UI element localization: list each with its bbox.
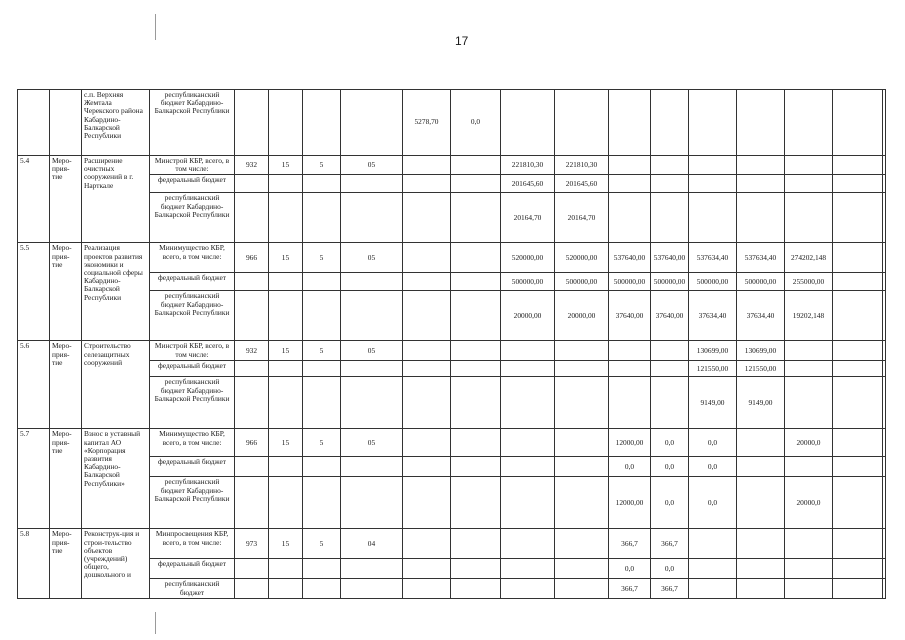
grbs-code <box>235 291 269 341</box>
value-cell <box>451 457 501 477</box>
value-cell <box>555 529 609 559</box>
funding-source: республиканский бюджет Кабардино-Балкарской Республики <box>150 90 235 156</box>
value-cell: 37634,40 <box>737 291 785 341</box>
value-cell <box>555 341 609 361</box>
target-code <box>341 377 403 429</box>
target-code <box>341 579 403 598</box>
value-cell: 37640,00 <box>609 291 651 341</box>
value-cell <box>689 559 737 579</box>
item-name: Взнос в уставный капитал АО «Корпорация развития Кабардино-Балкарской Республики» <box>82 429 150 529</box>
target-code: 05 <box>341 341 403 361</box>
funding-source: Минимущество КБР, всего, в том числе: <box>150 429 235 457</box>
value-cell <box>883 559 886 579</box>
value-cell <box>833 457 883 477</box>
section-code: 15 <box>269 429 303 457</box>
value-cell <box>501 529 555 559</box>
grbs-code <box>235 579 269 598</box>
value-cell <box>689 156 737 175</box>
value-cell <box>555 361 609 377</box>
value-cell <box>403 361 451 377</box>
value-cell <box>451 273 501 291</box>
target-code <box>341 273 403 291</box>
value-cell <box>883 243 886 273</box>
value-cell <box>609 377 651 429</box>
section-code: 15 <box>269 341 303 361</box>
subsection-code <box>303 361 341 377</box>
value-cell <box>689 579 737 598</box>
subsection-code: 5 <box>303 429 341 457</box>
table-row <box>18 90 886 156</box>
section-code <box>269 291 303 341</box>
target-code <box>341 361 403 377</box>
value-cell: 20000,0 <box>785 477 833 529</box>
target-code <box>341 477 403 529</box>
grbs-code <box>235 477 269 529</box>
value-cell <box>883 90 886 156</box>
subsection-code <box>303 457 341 477</box>
value-cell <box>785 457 833 477</box>
subsection-code <box>303 90 341 156</box>
value-cell <box>403 477 451 529</box>
value-cell <box>403 175 451 193</box>
value-cell <box>609 175 651 193</box>
subsection-code: 5 <box>303 341 341 361</box>
value-cell <box>451 559 501 579</box>
value-cell: 520000,00 <box>555 243 609 273</box>
value-cell <box>451 156 501 175</box>
funding-source: Минстрой КБР, всего, в том числе: <box>150 341 235 361</box>
value-cell <box>451 175 501 193</box>
value-cell <box>451 341 501 361</box>
value-cell: 500000,00 <box>689 273 737 291</box>
subsection-code <box>303 579 341 598</box>
value-cell: 0,0 <box>651 457 689 477</box>
page-number: 17 <box>455 34 469 48</box>
value-cell <box>403 377 451 429</box>
grbs-code <box>235 559 269 579</box>
value-cell <box>403 579 451 598</box>
funding-source: республиканский бюджет <box>150 579 235 598</box>
value-cell <box>451 361 501 377</box>
value-cell: 12000,00 <box>609 477 651 529</box>
value-cell: 500000,00 <box>555 273 609 291</box>
value-cell <box>883 341 886 361</box>
funding-source: республиканский бюджет Кабардино-Балкарской Республики <box>150 477 235 529</box>
value-cell <box>785 175 833 193</box>
target-code: 05 <box>341 243 403 273</box>
value-cell <box>609 361 651 377</box>
value-cell <box>403 559 451 579</box>
item-number: 5.7 <box>18 429 50 529</box>
value-cell <box>883 579 886 598</box>
value-cell: 366,7 <box>651 529 689 559</box>
value-cell: 0,0 <box>651 477 689 529</box>
value-cell <box>737 559 785 579</box>
value-cell: 20000,0 <box>785 429 833 457</box>
value-cell <box>737 457 785 477</box>
target-code: 05 <box>341 156 403 175</box>
value-cell <box>785 156 833 175</box>
value-cell <box>501 559 555 579</box>
value-cell <box>501 90 555 156</box>
subsection-code <box>303 193 341 243</box>
value-cell <box>651 156 689 175</box>
item-number: 5.6 <box>18 341 50 429</box>
value-cell <box>609 341 651 361</box>
table-row <box>18 529 886 559</box>
value-cell: 255000,00 <box>785 273 833 291</box>
value-cell <box>501 477 555 529</box>
table-row <box>18 156 886 175</box>
scan-fold-mark <box>155 14 156 40</box>
value-cell <box>737 90 785 156</box>
value-cell <box>651 90 689 156</box>
target-code <box>341 291 403 341</box>
budget-table <box>17 89 886 599</box>
value-cell <box>689 90 737 156</box>
value-cell: 9149,00 <box>689 377 737 429</box>
grbs-code <box>235 273 269 291</box>
value-cell <box>555 457 609 477</box>
value-cell <box>833 341 883 361</box>
value-cell: 0,0 <box>451 90 501 156</box>
value-cell: 500000,00 <box>651 273 689 291</box>
section-code <box>269 175 303 193</box>
value-cell <box>883 156 886 175</box>
grbs-code: 966 <box>235 243 269 273</box>
value-cell <box>883 361 886 377</box>
funding-source: Минстрой КБР, всего, в том числе: <box>150 156 235 175</box>
value-cell <box>785 341 833 361</box>
value-cell <box>555 377 609 429</box>
value-cell <box>555 559 609 579</box>
value-cell: 37634,40 <box>689 291 737 341</box>
value-cell: 537640,00 <box>609 243 651 273</box>
funding-source: республиканский бюджет Кабардино-Балкарской Республики <box>150 291 235 341</box>
value-cell: 500000,00 <box>737 273 785 291</box>
value-cell: 37640,00 <box>651 291 689 341</box>
value-cell: 0,0 <box>651 429 689 457</box>
value-cell <box>737 175 785 193</box>
item-kind: Меро-прия-тие <box>50 529 82 598</box>
value-cell: 366,7 <box>609 529 651 559</box>
value-cell <box>785 377 833 429</box>
value-cell: 201645,60 <box>555 175 609 193</box>
value-cell <box>785 193 833 243</box>
grbs-code <box>235 377 269 429</box>
value-cell: 0,0 <box>609 457 651 477</box>
funding-source: федеральный бюджет <box>150 457 235 477</box>
value-cell <box>501 457 555 477</box>
value-cell: 5278,70 <box>403 90 451 156</box>
value-cell <box>785 361 833 377</box>
target-code <box>341 193 403 243</box>
value-cell <box>833 175 883 193</box>
value-cell <box>833 579 883 598</box>
value-cell: 9149,00 <box>737 377 785 429</box>
target-code <box>341 559 403 579</box>
value-cell <box>451 377 501 429</box>
value-cell <box>609 156 651 175</box>
value-cell <box>737 477 785 529</box>
value-cell: 20164,70 <box>501 193 555 243</box>
value-cell <box>833 243 883 273</box>
subsection-code: 5 <box>303 156 341 175</box>
value-cell <box>883 193 886 243</box>
value-cell <box>403 156 451 175</box>
value-cell: 19202,148 <box>785 291 833 341</box>
funding-source: республиканский бюджет Кабардино-Балкарской Республики <box>150 377 235 429</box>
item-name: Реконструк-ция и строи-тельство объектов (учреждений) общего, дошкольного и <box>82 529 150 598</box>
section-code: 15 <box>269 243 303 273</box>
value-cell <box>833 193 883 243</box>
value-cell <box>833 529 883 559</box>
value-cell <box>555 429 609 457</box>
value-cell <box>451 529 501 559</box>
value-cell: 500000,00 <box>501 273 555 291</box>
value-cell: 537634,40 <box>737 243 785 273</box>
section-code <box>269 273 303 291</box>
value-cell <box>737 193 785 243</box>
value-cell <box>555 579 609 598</box>
section-code <box>269 579 303 598</box>
value-cell <box>833 291 883 341</box>
subsection-code <box>303 559 341 579</box>
value-cell <box>833 429 883 457</box>
item-name: Реализация проектов развития экономики и социальной сферы Кабардино-Балкарской Республики <box>82 243 150 341</box>
funding-source: федеральный бюджет <box>150 175 235 193</box>
item-number: 5.8 <box>18 529 50 598</box>
value-cell <box>501 377 555 429</box>
value-cell <box>451 579 501 598</box>
value-cell <box>555 90 609 156</box>
table-row <box>18 341 886 361</box>
value-cell <box>501 429 555 457</box>
value-cell: 20000,00 <box>555 291 609 341</box>
grbs-code <box>235 90 269 156</box>
value-cell <box>833 559 883 579</box>
target-code <box>341 457 403 477</box>
value-cell: 274202,148 <box>785 243 833 273</box>
section-code <box>269 90 303 156</box>
subsection-code <box>303 291 341 341</box>
target-code <box>341 175 403 193</box>
value-cell: 0,0 <box>689 429 737 457</box>
value-cell <box>403 193 451 243</box>
item-number <box>18 90 50 156</box>
value-cell: 0,0 <box>689 477 737 529</box>
subsection-code <box>303 175 341 193</box>
subsection-code: 5 <box>303 529 341 559</box>
value-cell <box>883 429 886 457</box>
item-kind: Меро-прия-тие <box>50 429 82 529</box>
grbs-code: 966 <box>235 429 269 457</box>
funding-source: Минпросвещения КБР, всего, в том числе: <box>150 529 235 559</box>
grbs-code <box>235 457 269 477</box>
value-cell <box>403 243 451 273</box>
value-cell: 366,7 <box>609 579 651 598</box>
value-cell <box>609 90 651 156</box>
value-cell: 520000,00 <box>501 243 555 273</box>
subsection-code: 5 <box>303 243 341 273</box>
value-cell: 20000,00 <box>501 291 555 341</box>
value-cell <box>609 193 651 243</box>
value-cell <box>501 579 555 598</box>
target-code: 04 <box>341 529 403 559</box>
value-cell <box>785 579 833 598</box>
funding-source: федеральный бюджет <box>150 559 235 579</box>
grbs-code: 932 <box>235 156 269 175</box>
subsection-code <box>303 377 341 429</box>
value-cell <box>883 457 886 477</box>
value-cell <box>883 377 886 429</box>
value-cell: 130699,00 <box>737 341 785 361</box>
value-cell: 12000,00 <box>609 429 651 457</box>
value-cell <box>403 429 451 457</box>
section-code <box>269 477 303 529</box>
funding-source: федеральный бюджет <box>150 273 235 291</box>
value-cell <box>737 529 785 559</box>
value-cell <box>833 273 883 291</box>
value-cell: 0,0 <box>609 559 651 579</box>
item-kind: Меро-прия-тие <box>50 156 82 243</box>
subsection-code <box>303 273 341 291</box>
value-cell <box>451 291 501 341</box>
value-cell <box>833 90 883 156</box>
section-code: 15 <box>269 156 303 175</box>
value-cell: 537640,00 <box>651 243 689 273</box>
value-cell <box>833 377 883 429</box>
section-code <box>269 361 303 377</box>
grbs-code: 932 <box>235 341 269 361</box>
value-cell <box>833 361 883 377</box>
item-kind: Меро-прия-тие <box>50 243 82 341</box>
value-cell <box>451 243 501 273</box>
value-cell: 121550,00 <box>689 361 737 377</box>
value-cell <box>883 175 886 193</box>
value-cell <box>689 529 737 559</box>
value-cell <box>833 156 883 175</box>
target-code <box>341 90 403 156</box>
value-cell: 121550,00 <box>737 361 785 377</box>
funding-source: Минимущество КБР, всего, в том числе: <box>150 243 235 273</box>
value-cell <box>689 193 737 243</box>
value-cell: 0,0 <box>651 559 689 579</box>
value-cell: 221810,30 <box>501 156 555 175</box>
funding-source: республиканский бюджет Кабардино-Балкарской Республики <box>150 193 235 243</box>
table-row <box>18 243 886 273</box>
item-kind <box>50 90 82 156</box>
value-cell <box>403 457 451 477</box>
table-row <box>18 429 886 457</box>
value-cell <box>651 361 689 377</box>
subsection-code <box>303 477 341 529</box>
value-cell: 20164,70 <box>555 193 609 243</box>
value-cell <box>883 477 886 529</box>
grbs-code <box>235 175 269 193</box>
funding-source: федеральный бюджет <box>150 361 235 377</box>
value-cell <box>451 477 501 529</box>
section-code <box>269 377 303 429</box>
item-name: Расширение очистных сооружений в г. Нарткале <box>82 156 150 243</box>
value-cell <box>785 559 833 579</box>
value-cell: 500000,00 <box>609 273 651 291</box>
value-cell <box>785 90 833 156</box>
grbs-code: 973 <box>235 529 269 559</box>
value-cell <box>785 529 833 559</box>
section-code <box>269 559 303 579</box>
value-cell <box>403 529 451 559</box>
section-code <box>269 457 303 477</box>
value-cell <box>737 429 785 457</box>
value-cell <box>651 175 689 193</box>
scan-fold-mark <box>155 612 156 634</box>
value-cell: 130699,00 <box>689 341 737 361</box>
value-cell <box>403 341 451 361</box>
target-code: 05 <box>341 429 403 457</box>
item-kind: Меро-прия-тие <box>50 341 82 429</box>
value-cell: 366,7 <box>651 579 689 598</box>
value-cell <box>883 529 886 559</box>
item-name: Строительство селезащитных сооружений <box>82 341 150 429</box>
value-cell <box>883 291 886 341</box>
grbs-code <box>235 361 269 377</box>
value-cell: 201645,60 <box>501 175 555 193</box>
item-number: 5.4 <box>18 156 50 243</box>
value-cell <box>451 193 501 243</box>
value-cell <box>451 429 501 457</box>
value-cell <box>883 273 886 291</box>
value-cell <box>651 193 689 243</box>
item-number: 5.5 <box>18 243 50 341</box>
value-cell <box>403 273 451 291</box>
grbs-code <box>235 193 269 243</box>
value-cell <box>737 579 785 598</box>
value-cell: 537634,40 <box>689 243 737 273</box>
value-cell <box>501 361 555 377</box>
value-cell: 0,0 <box>689 457 737 477</box>
value-cell <box>501 341 555 361</box>
value-cell <box>737 156 785 175</box>
value-cell <box>555 477 609 529</box>
item-name: с.п. Верхняя Жемтала Черекского района Кабардино-Балкарской Республики <box>82 90 150 156</box>
section-code: 15 <box>269 529 303 559</box>
value-cell <box>833 477 883 529</box>
value-cell <box>651 341 689 361</box>
value-cell: 221810,30 <box>555 156 609 175</box>
value-cell <box>689 175 737 193</box>
section-code <box>269 193 303 243</box>
value-cell <box>651 377 689 429</box>
value-cell <box>403 291 451 341</box>
